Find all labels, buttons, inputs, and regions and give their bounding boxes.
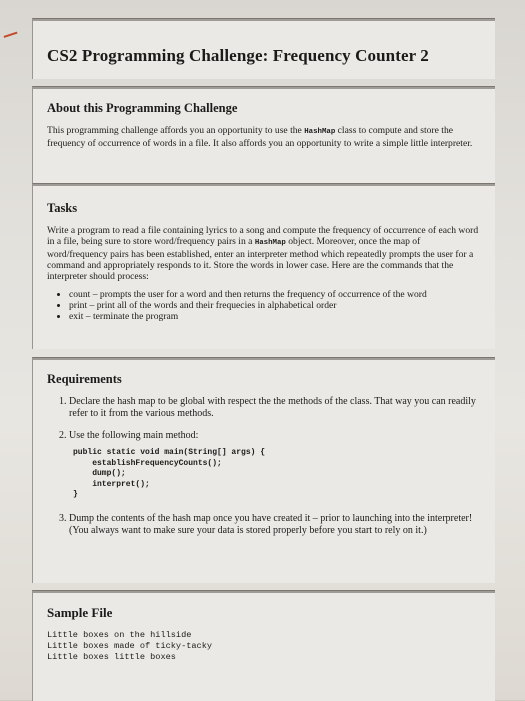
sample-heading: Sample File	[47, 605, 113, 620]
title-box	[32, 18, 495, 79]
page-title: CS2 Programming Challenge: Frequency Counter 2	[47, 46, 429, 65]
pen-mark	[0, 22, 17, 38]
sample-file-content: Little boxes on the hillside Little boxes made of ticky-tacky Little boxes little boxes	[47, 630, 213, 662]
tasks-text-part1: Write a program to read a file containing lyrics to a song and compute the frequency of occurrence of each word in a file, being sure to store word/frequency pairs in a	[47, 225, 479, 247]
about-section	[32, 86, 495, 187]
tasks-heading: Tasks	[47, 201, 78, 215]
about-heading: About this Programming Challenge	[47, 101, 238, 115]
command-count: • count – prompts the user for a word and then returns the frequency of occurrence of the word	[69, 289, 483, 300]
main-method-code: public static void main(String[] args) { establishFrequencyCounts(); dump(); interpret(); }	[73, 448, 266, 499]
tasks-text	[47, 225, 483, 282]
sample-file-section	[32, 590, 495, 701]
about-text	[47, 125, 483, 149]
about-text-part2: class to compute and store the frequency of occurrence of words in a file. It also affords you an opportunity to write a simple little interpreter.	[47, 125, 473, 149]
about-inline-code: HashMap	[304, 128, 336, 136]
requirements-section	[32, 357, 495, 583]
about-text-part1: This programming challenge affords you an opportunity to use the	[47, 125, 305, 136]
requirement-item	[69, 430, 483, 501]
requirement-item: 1. Declare the hash map to be global with respect the the methods of the class. That way you can readily refer to it from the various methods.	[69, 396, 483, 420]
tasks-section	[32, 183, 495, 349]
tasks-text-part2: object. Moreover, once the map of word/frequency pairs has been established, enter an interpreter method which repeatedly prompts the user for a command and appropriately responds to it. Store the words in lower case. Here are the commands that the interpreter should process:	[47, 236, 474, 282]
requirement-item: 3. Dump the contents of the hash map once you have created it – prior to launching into the interpreter! (You always want to make sure your data is stored properly before you start to rely on it.)	[69, 513, 483, 537]
command-exit: • exit – terminate the program	[69, 311, 483, 322]
tasks-inline-code: HashMap	[254, 239, 286, 247]
requirements-heading: Requirements	[47, 372, 122, 386]
requirements-list	[47, 396, 483, 537]
requirement-item-text: Use the following main method:	[69, 430, 199, 441]
command-list	[47, 289, 483, 322]
command-print: • print – print all of the words and their frequecies in alphabetical order	[69, 300, 483, 311]
